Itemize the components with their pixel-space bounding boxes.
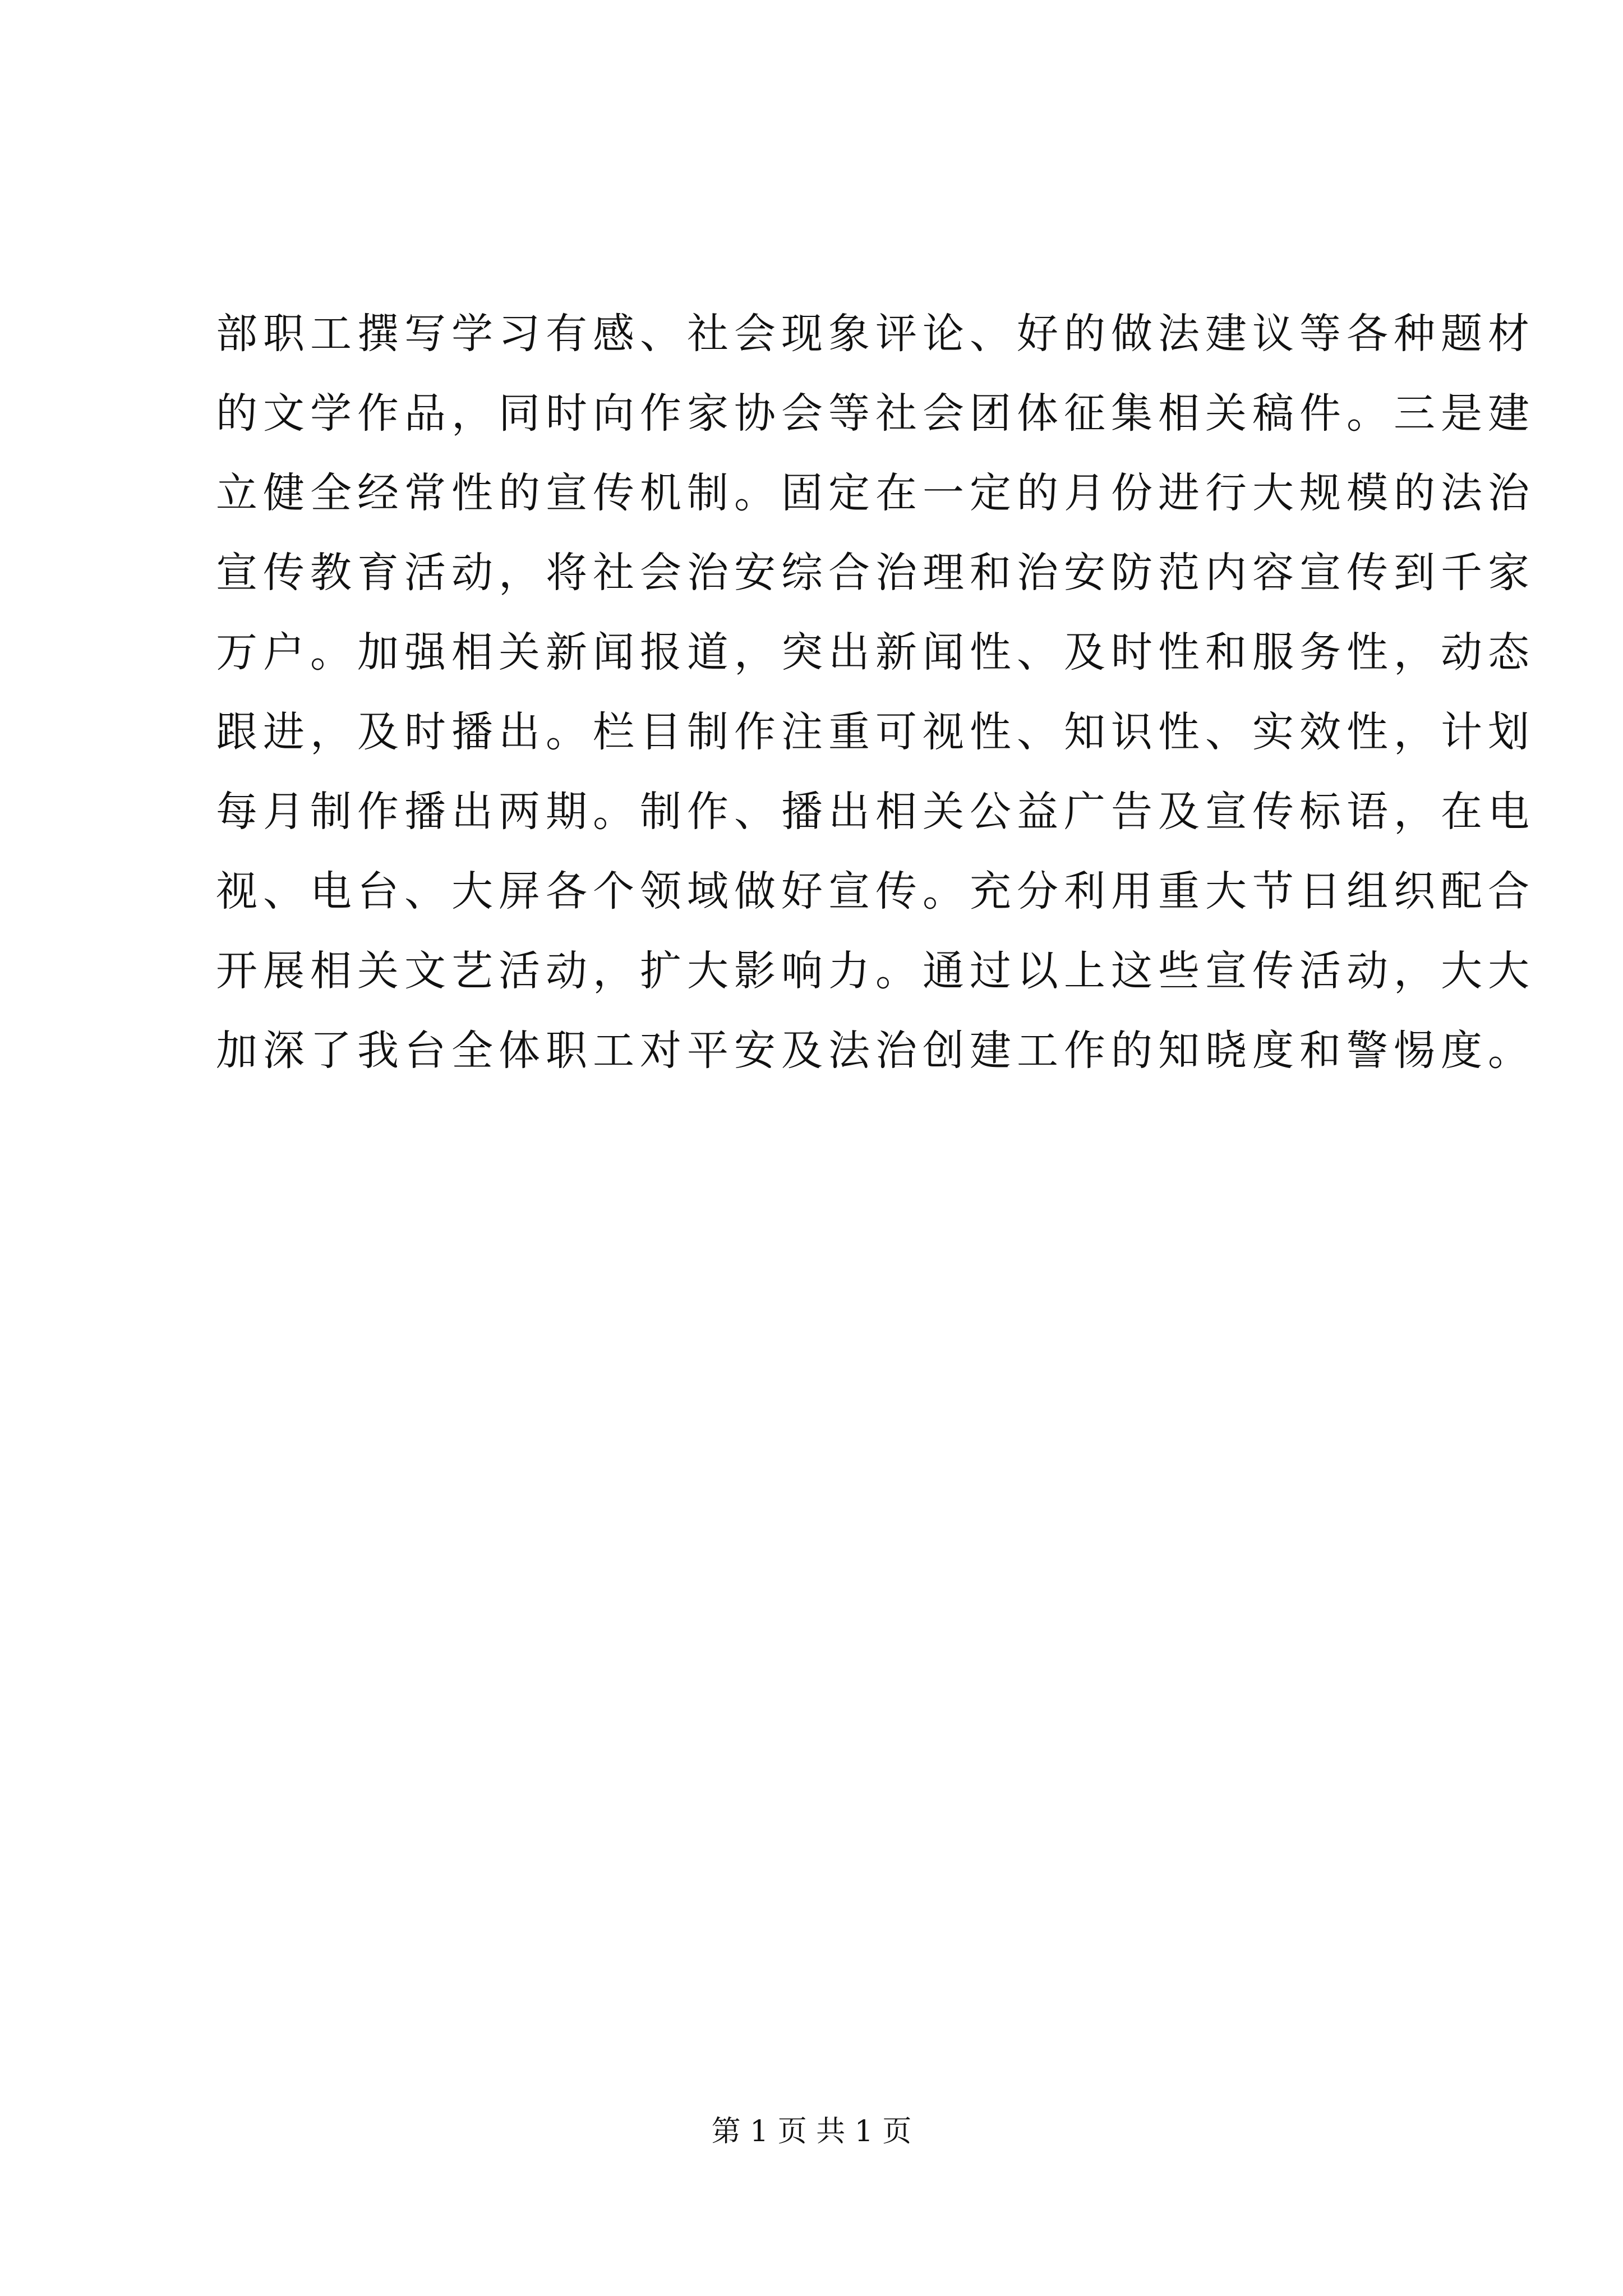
text-line-9: 开展相关文艺活动，扩大影响力。通过以上这些宣传活动，大大 [216,947,1535,995]
page-number-footer: 第 1 页 共 1 页 [711,2115,912,2148]
text-line-1: 部职工撰写学习有感、社会现象评论、好的做法建议等各种题材 [216,310,1535,358]
text-line-5: 万户。加强相关新闻报道，突出新闻性、及时性和服务性，动态 [216,628,1535,677]
text-line-3: 立健全经常性的宣传机制。固定在一定的月份进行大规模的法治 [216,469,1535,517]
text-line-6: 跟进，及时播出。栏目制作注重可视性、知识性、实效性，计划 [216,708,1535,756]
text-line-2: 的文学作品，同时向作家协会等社会团体征集相关稿件。三是建 [216,389,1535,438]
text-line-7: 每月制作播出两期。制作、播出相关公益广告及宣传标语，在电 [216,788,1535,836]
text-line-10: 加深了我台全体职工对平安及法治创建工作的知晓度和警惕度。 [216,1027,1535,1075]
text-line-4: 宣传教育活动，将社会治安综合治理和治安防范内容宣传到千家 [216,549,1535,597]
text-line-8: 视、电台、大屏各个领域做好宣传。充分利用重大节日组织配合 [216,867,1535,915]
body-paragraph [216,294,1535,1091]
